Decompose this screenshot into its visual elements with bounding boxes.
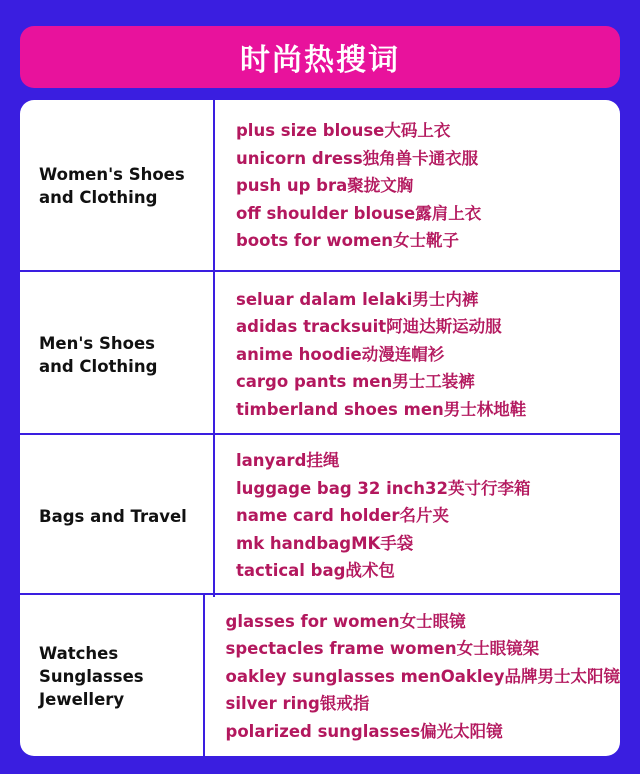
- keyword-item: mk handbagMK手袋: [236, 533, 414, 553]
- keyword-list: [205, 595, 620, 756]
- keyword-item: tactical bag战术包: [236, 561, 395, 581]
- keyword-item: unicorn dress独角兽卡通衣服: [236, 148, 479, 168]
- table-row-womens: [20, 100, 620, 272]
- keyword-item: glasses for women女士眼镜: [225, 611, 466, 631]
- keyword-item: timberland shoes men男士林地鞋: [236, 399, 527, 419]
- keyword-item: polarized sunglasses偏光太阳镜: [225, 721, 503, 741]
- keyword-item: push up bra聚拢文胸: [236, 176, 414, 196]
- keyword-item: cargo pants men男士工装裤: [236, 372, 475, 392]
- category-label: Women's Shoes and Clothing: [39, 165, 185, 207]
- keyword-item: silver ring银戒指: [225, 694, 370, 714]
- category-label: Watches Sunglasses Jewellery: [39, 644, 144, 709]
- keyword-item: boots for women女士靴子: [236, 231, 460, 251]
- category-cell: [20, 435, 215, 597]
- table-row-bags: [20, 433, 620, 597]
- keyword-item: spectacles frame women女士眼镜架: [225, 639, 540, 659]
- keyword-item: seluar dalam lelaki男士内裤: [236, 289, 479, 309]
- keyword-table: [20, 100, 620, 756]
- keyword-item: luggage bag 32 inch32英寸行李箱: [236, 478, 531, 498]
- keyword-item: oakley sunglasses menOakley品牌男士太阳镜: [225, 666, 620, 686]
- keyword-item: lanyard挂绳: [236, 451, 340, 471]
- category-cell: [20, 595, 205, 756]
- keyword-item: adidas tracksuit阿迪达斯运动服: [236, 317, 502, 337]
- keyword-list: [215, 272, 620, 437]
- table-row-watches: [20, 593, 620, 756]
- page-title: 时尚热搜词: [240, 43, 400, 78]
- keyword-item: anime hoodie动漫连帽衫: [236, 344, 445, 364]
- category-cell: [20, 272, 215, 437]
- category-label: Bags and Travel: [39, 506, 187, 526]
- title-banner: [20, 26, 620, 88]
- category-cell: [20, 100, 215, 272]
- keyword-list: [215, 435, 620, 597]
- table-row-mens: [20, 270, 620, 437]
- keyword-list: [215, 100, 620, 272]
- keyword-item: plus size blouse大码上衣: [236, 121, 451, 141]
- category-label: Men's Shoes and Clothing: [39, 333, 158, 376]
- keyword-item: name card holder名片夹: [236, 506, 449, 526]
- keyword-item: off shoulder blouse露肩上衣: [236, 203, 482, 223]
